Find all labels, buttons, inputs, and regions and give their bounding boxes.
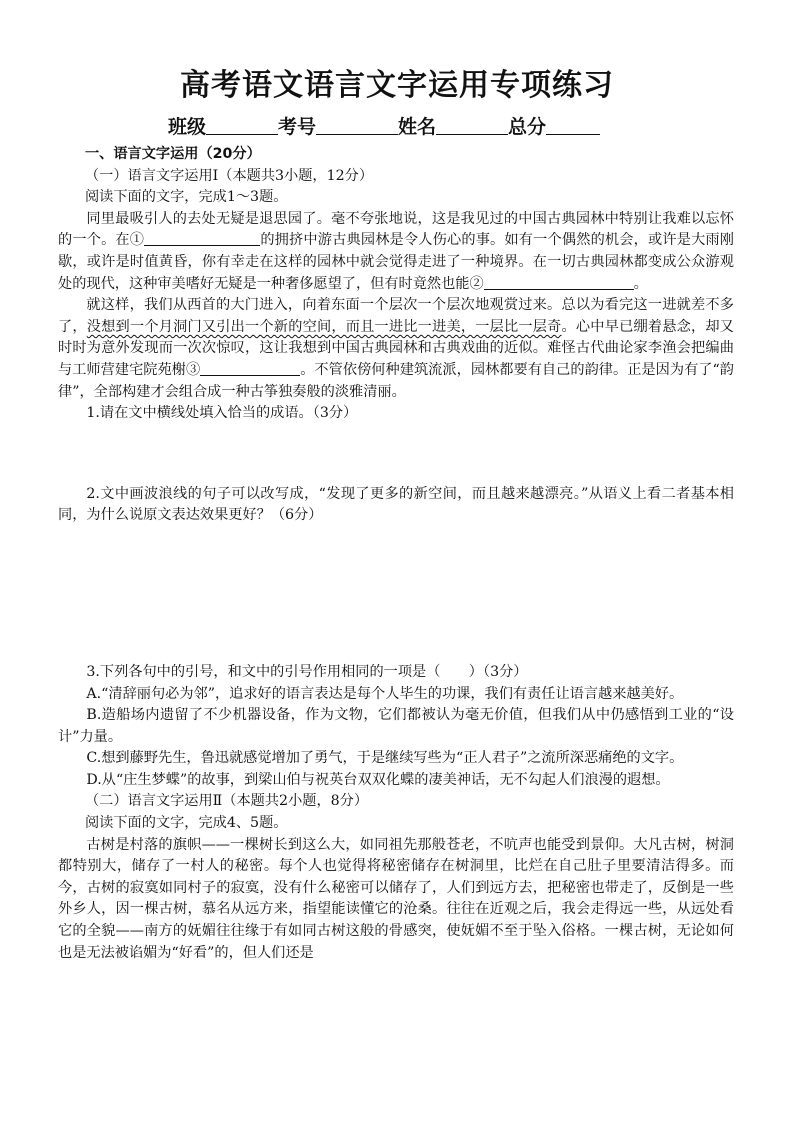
part2-heading: （二）语言文字运用Ⅱ（本题共2小题，8分） xyxy=(84,793,369,810)
passage2-paragraph: 古树是村落的旗帜——一棵树长到这么大，如同祖先那般苍老，不吭声也能受到景仰。大凡古树，树洞都特别大，储存了一村人的秘密。每个人也觉得将秘密储存在树洞里，比烂在自己肚子里要清洁得多。而今，古树的寂寞如同村子的寂寞，没有什么秘密可以储存了，人们到远方去，把秘密也带走了，反倒是一些外乡人，因一棵古树，慕名从远方来，指望能读懂它的沧桑。往往在近观之后，我会走得远一些，从远处看它的全貌——南方的妩媚往往缘于有如同古树这般的骨感突，使妩媚不至于坠入俗格。一棵古树，无论如何也是无法被谄媚为“好看”的，但人们还是 xyxy=(58,836,734,961)
section-heading: 一、语言文字运用（20分） xyxy=(84,146,261,162)
class-blank[interactable] xyxy=(206,116,278,135)
question-1: 1.请在文中横线处填入恰当的成语。（3分） xyxy=(86,405,358,422)
blank-1[interactable] xyxy=(144,231,260,246)
answer-space-1[interactable] xyxy=(58,425,734,484)
number-blank[interactable] xyxy=(316,116,398,135)
option-d: D.从“庄生梦蝶”的故事，到梁山伯与祝英台双双化蝶的凄美神话，无不勾起人们浪漫的遐想。 xyxy=(86,771,670,788)
number-label: 考号 xyxy=(278,116,317,138)
passage1-text-a: 同里最吸引人的去处无疑是退思园了。毫不夸张地说，这是我见过的中国古典园林中特别让我难以忘怀的一个。在① xyxy=(58,210,734,249)
name-blank[interactable] xyxy=(436,116,508,135)
passage1-text-b: 的拥挤中游古典园林是令人伤心的事。如有一个偶然的机会，或许是大雨刚歇，或许是时值黄昏，你有幸走在这样的园林中就会觉得走进了一种境界。在一切古典园林都变成公众游观处的现代，这种审美嗜好无疑是一种奢侈愿望了，但有时竟然也能② xyxy=(58,232,734,292)
score-label: 总分 xyxy=(508,116,547,138)
passage1-text-c: 。 xyxy=(633,275,648,292)
name-label: 姓名 xyxy=(398,116,437,138)
student-info-line xyxy=(168,112,600,139)
part2-instruction: 阅读下面的文字，完成4、5题。 xyxy=(84,815,288,832)
option-c: C.想到藤野先生，鲁迅就感觉增加了勇气，于是继续写些为“正人君子”之流所深恶痛绝的文字。 xyxy=(86,750,684,767)
passage1-text-f: 。不管依傍何种建筑流派，园林都要有自己的韵律。正是因为有了“韵律”，全部构建才会组合成一种古筝独奏般的淡雅清丽。 xyxy=(58,361,734,400)
passage1-text-e: 。心中早已绷着悬念，却又时时为意外发现而一次次惊叹，这让我想到中国古典园林和古典戏曲的近似。难怪古代曲论家李渔会把编曲与工师营建宅院苑榭③ xyxy=(58,318,734,378)
blank-2[interactable] xyxy=(484,275,634,290)
score-blank[interactable] xyxy=(546,116,600,135)
question-3: 3.下列各句中的引号，和文中的引号作用相同的一项是（ ）（3分） xyxy=(86,663,528,680)
passage1-paragraph2 xyxy=(58,295,734,403)
option-a: A.“清辞丽句必为邻”，追求好的语言表达是每个人毕生的功课，我们有责任让语言越来越美好。 xyxy=(86,685,684,702)
passage1-paragraph1 xyxy=(58,209,734,295)
option-b: B.造船场内遗留了不少机器设备，作为文物，它们都被认为毫无价值，但我们从中仍感悟到工业的“设计”力量。 xyxy=(58,707,734,745)
blank-3[interactable] xyxy=(200,361,300,376)
part1-heading: （一）语言文字运用Ⅰ（本题共3小题，12分） xyxy=(84,167,374,184)
page-title: 高考语文语言文字运用专项练习 xyxy=(180,68,614,103)
answer-space-2[interactable] xyxy=(58,527,734,662)
wavy-underlined-sentence: 没想到一个月洞门又引出一个新的空间，而且一进比一进美，一层比一层奇 xyxy=(86,318,562,335)
part1-instruction: 阅读下面的文字，完成1～3题。 xyxy=(84,189,288,206)
main-content xyxy=(58,144,734,964)
question-2: 2.文中画波浪线的句子可以改写成，“发现了更多的新空间，而且越来越漂亮。”从语义上看二者基本相同，为什么说原文表达效果更好？（6分） xyxy=(58,485,734,524)
passage1-text-d: 就这样，我们从西首的大门进入，向着东面一个层次一个层次地观赏过来。总以为看完这一进就差不多了， xyxy=(58,297,734,335)
class-label: 班级 xyxy=(168,116,207,138)
